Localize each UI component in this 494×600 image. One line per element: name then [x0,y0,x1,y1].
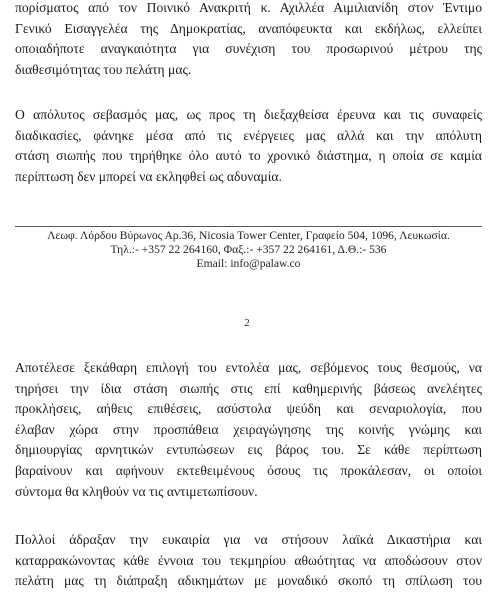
text-line: περίπτωση δεν μπορεί να εκληφθεί ως αδυναμία. [15,168,282,184]
paragraph-3 [15,358,482,502]
page-footer [15,229,482,272]
text-line: πορίσματος από τον Ποινικό Ανακριτή κ. Αχιλλέα Αιμιλιανίδη στον Έντιμο [15,0,482,15]
footer-email: Email: info@palaw.co [196,257,301,271]
text-line: οποιαδήποτε αναγκαιότητα για συνέχιση του προσωρινού μέτρου της [15,41,482,57]
text-line: έλαβαν χώρα στην προσπάθεια χειραγώγησης της κοινής γνώμης και [15,421,482,437]
text-line: πελάτη μας τη διάπραξη αδικημάτων με μοναδικό σκοπό τη σπίλωση του [15,573,482,589]
paragraph-2 [15,105,482,187]
page-number: 2 [244,317,250,329]
text-line: σύντομα θα κληθούν να τις αντιμετωπίσουν. [15,483,258,499]
text-line: διαδικασίες, φάνηκε μέσα από τις ενέργειες μας αλλά και την απόλυτη [15,127,482,143]
text-line: Γενικό Εισαγγελέα της Δημοκρατίας, αναπόφευκτα και εκδήλως, ελλείπει [15,20,482,36]
text-line: προκλήσεις, αήθεις επιθέσεις, ασύστολα ψεύδη και σεναριολογία, που [15,401,482,417]
footer-address: Λεωφ. Λόρδου Βύρωνος Αρ.36, Nicosia Tower Center, Γραφείο 504, 1096, Λευκωσία. [47,229,450,242]
text-line: βαραίνουν και αφήνουν εκτεθειμένους όσους τις προκάλεσαν, οι οποίοι [15,462,482,478]
text-line: Πολλοί άδραξαν την ευκαιρία για να στήσουν λαϊκά Δικαστήρια και [15,532,482,547]
paragraph-1 [15,0,482,80]
footer-divider [15,226,482,227]
text-line: καταρρακώνοντας κάθε έννοια του τεκμηρίου αθωότητας να αποδώσουν στον [15,552,482,568]
text-line: διαθεσιμότητας του πελάτη μας. [15,61,192,77]
text-line: Αποτέλεσε ξεκάθαρη επιλογή του εντολέα μας, σεβόμενος τους θεσμούς, να [15,360,482,375]
paragraph-4 [15,530,482,592]
text-line: στάση σιωπής που τηρήθηκε όλο αυτό το χρονικό διάστημα, η οποία σε καμία [15,148,482,164]
text-line: Ο απόλυτος σεβασμός μας, ως προς τη διεξαχθείσα έρευνα και τις συναφείς [15,107,482,122]
footer-phones: Τηλ.:- +357 22 264160, Φαξ.:- +357 22 264161, Δ.Θ.:- 536 [110,243,387,257]
text-line: τηρήσει την ίδια στάση σιωπής στις επί καθημερινής βάσεως ανελέητες [15,380,482,396]
text-line: δημιουργίας αρνητικών εντυπώσεων εις βάρος του. Σε κάθε περίπτωση [15,442,482,458]
